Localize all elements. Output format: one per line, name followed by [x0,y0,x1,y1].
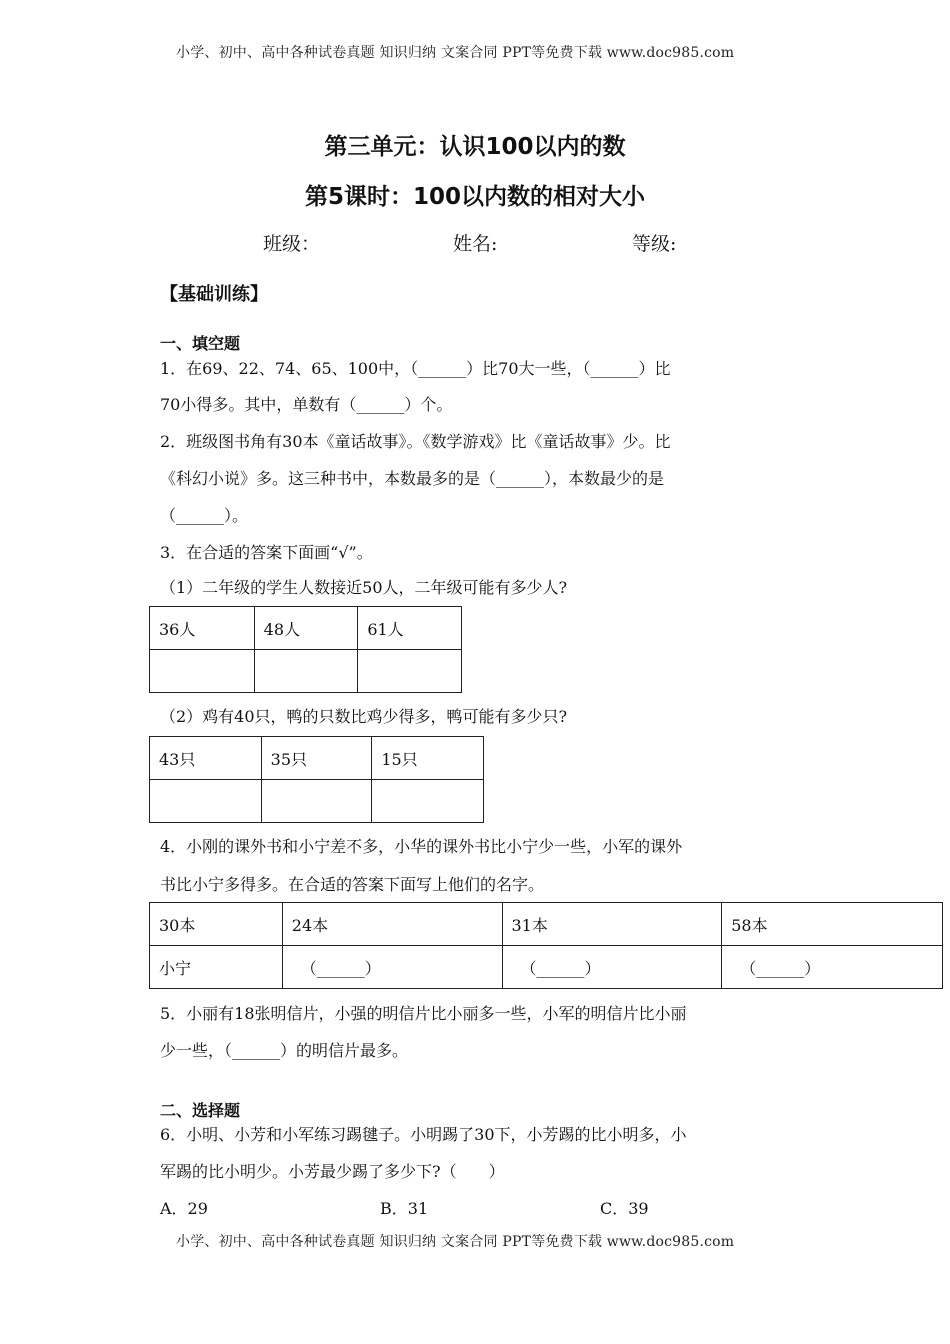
q2-line2: 《科幻小说》多。这三种书中，本数最多的是（______），本数最少的是 [160,469,665,488]
name-answer-blank[interactable]: （______） [502,946,722,989]
q2-line1: 2．班级图书角有30本《童话故事》。《数学游戏》比《童话故事》少。比 [160,432,671,451]
option-c[interactable]: C．39 [600,1199,649,1218]
class-label: 班级： [263,233,321,255]
q1-line2: 70小得多。其中，单数有（______）个。 [160,395,453,414]
q3-sub1: （1）二年级的学生人数接近50人，二年级可能有多少人? [160,578,568,597]
table-row [150,607,462,650]
book-count-cell: 30本 [150,903,283,946]
table-row [150,780,484,823]
name-answer-blank[interactable]: （______） [282,946,502,989]
option-cell: 36人 [150,607,255,650]
book-count-cell: 24本 [282,903,502,946]
q5-line1: 5．小丽有18张明信片，小强的明信片比小丽多一些，小军的明信片比小丽 [160,1004,687,1023]
page-title: 第三单元：认识100以内的数 [324,134,626,160]
part2-title: 二、选择题 [160,1101,241,1120]
footer-banner: 小学、初中、高中各种试卷真题 知识归纳 文案合同 PPT等免费下载 www.doc985.com [176,1234,735,1250]
q6-line2: 军踢的比小明少。小芳最少踢了多少下?（ ） [160,1162,505,1181]
name-answer-blank[interactable]: （______） [722,946,943,989]
table-row [150,737,484,780]
grade-label: 等级: [632,233,677,255]
book-count-cell: 58本 [722,903,943,946]
answer-cell[interactable] [372,780,484,823]
q4-line1: 4．小刚的课外书和小宁差不多，小华的课外书比小宁少一些，小军的课外 [160,837,683,856]
book-count-cell: 31本 [502,903,722,946]
option-cell: 43只 [150,737,262,780]
q3-table1 [149,606,462,693]
table-row [150,903,943,946]
option-cell: 61人 [358,607,462,650]
q5-line2: 少一些，（______）的明信片最多。 [160,1041,409,1060]
q2-line3: （______）。 [160,506,249,525]
part1-title: 一、填空题 [160,334,241,353]
table-row [150,946,943,989]
q3-sub2: （2）鸡有40只，鸭的只数比鸡少得多，鸭可能有多少只? [160,707,568,726]
q1-line1: 1．在69、22、74、65、100中，（______）比70大一些，（______）比 [160,359,671,378]
answer-cell[interactable] [150,780,262,823]
name-cell: 小宁 [150,946,283,989]
option-a[interactable]: A．29 [160,1199,208,1218]
name-label: 姓名: [453,233,498,255]
answer-cell[interactable] [150,650,255,693]
section-basic-training: 【基础训练】 [160,284,268,305]
q6-line1: 6．小明、小芳和小军练习踢毽子。小明踢了30下，小芳踢的比小明多，小 [160,1125,687,1144]
option-cell: 15只 [372,737,484,780]
option-b[interactable]: B．31 [380,1199,429,1218]
answer-cell[interactable] [261,780,372,823]
header-banner: 小学、初中、高中各种试卷真题 知识归纳 文案合同 PPT等免费下载 www.doc985.com [176,45,735,61]
option-cell: 48人 [254,607,358,650]
q4-line2: 书比小宁多得多。在合适的答案下面写上他们的名字。 [160,875,545,894]
answer-cell[interactable] [254,650,358,693]
q3-stem: 3．在合适的答案下面画“√”。 [160,543,373,562]
page-subtitle: 第5课时：100以内数的相对大小 [304,184,645,210]
option-cell: 35只 [261,737,372,780]
q4-table [149,902,943,989]
table-row [150,650,462,693]
q3-table2 [149,736,484,823]
answer-cell[interactable] [358,650,462,693]
